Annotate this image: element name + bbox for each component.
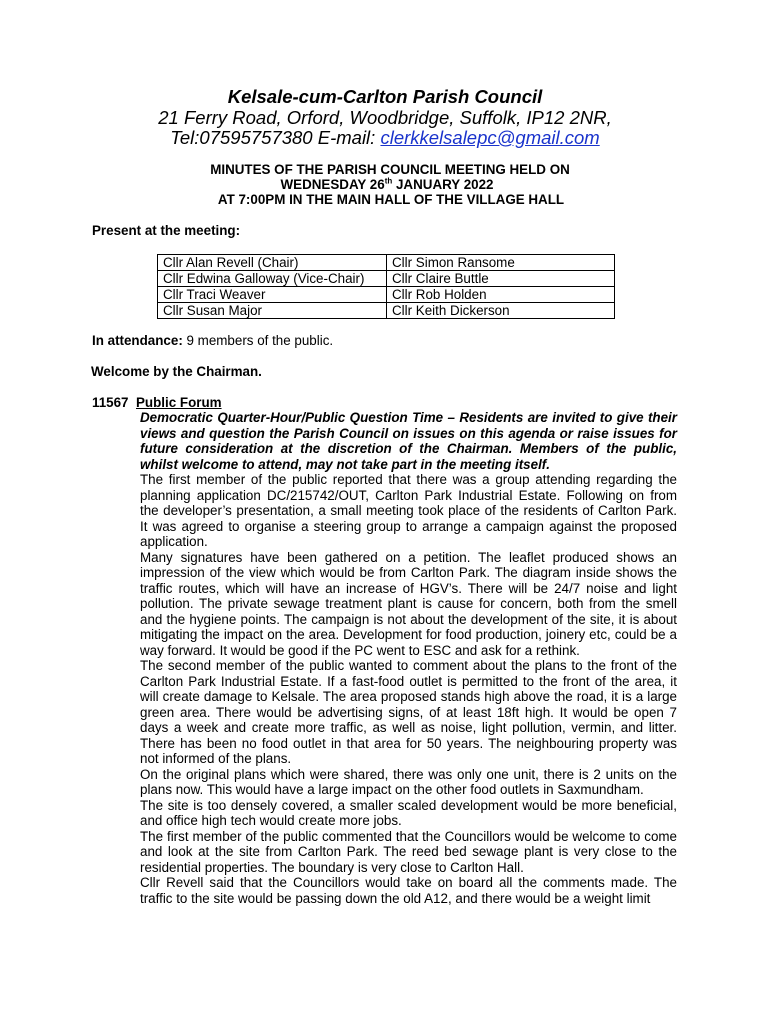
meeting-title-line-1: MINUTES OF THE PARISH COUNCIL MEETING HELD ON [210, 162, 570, 177]
item-paragraph: The second member of the public wanted to comment about the plans to the front of the Carlton Park Industrial Estate. If a fast-food outlet is permitted to the front of the area, it will create damage to Kelsale. The area proposed stands high above the road, it is a large green area. There would be advertising signs, of at least 18ft high. It would be open 7 days a week and create more traffic, as well as noise, light pollution, vermin, and litter. There has been no food outlet in that area for 50 years. The neighbouring property was not informed of the plans. [140, 658, 677, 766]
attendance-line [92, 333, 333, 348]
attendance-text: 9 members of the public. [182, 333, 334, 348]
meeting-month-year: JANUARY 2022 [392, 177, 494, 192]
item-paragraph: Many signatures have been gathered on a petition. The leaflet produced shows an impression of the view which would be from Carlton Park. The diagram inside shows the traffic routes, which will have an increase of HGV’s. There will be 24/7 noise and light pollution. The private sewage treatment plant is cause for concern, both from the smell and the hygiene points. The campaign is not about the development of the site, it is about mitigating the impact on the area. Development for food production, joinery etc, could be a way forward. It would be good if the PC went to ESC and ask for a rethink. [140, 549, 677, 658]
table-row [158, 255, 615, 271]
present-label: Present at the meeting: [92, 223, 241, 238]
table-cell: Cllr Edwina Galloway (Vice-Chair) [158, 271, 387, 287]
table-cell: Cllr Keith Dickerson [387, 303, 615, 319]
table-row [158, 287, 615, 303]
table-cell: Cllr Susan Major [158, 303, 387, 319]
item-paragraph: The site is too densely covered, a smaller scaled development would be more beneficial, and office high tech would create more jobs. [140, 797, 677, 828]
council-address: 21 Ferry Road, Orford, Woodbridge, Suffolk, IP12 2NR, [158, 107, 612, 128]
table-cell: Cllr Alan Revell (Chair) [158, 255, 387, 271]
table-cell: Cllr Claire Buttle [387, 271, 615, 287]
councillors-table [157, 254, 615, 319]
table-cell: Cllr Traci Weaver [158, 287, 387, 303]
table-cell: Cllr Simon Ransome [387, 255, 615, 271]
table-row [158, 271, 615, 287]
council-name: Kelsale-cum-Carlton Parish Council [227, 86, 543, 107]
item-paragraph: The first member of the public commented that the Councillors would be welcome to come and look at the site from Carlton Park. The reed bed sewage plant is very close to the residential properties. The boundary is very close to Carlton Hall. [140, 828, 677, 875]
item-paragraph: On the original plans which were shared, there was only one unit, there is 2 units on the plans now. This would have a large impact on the other food outlets in Saxmundham. [140, 766, 677, 797]
council-contact [0, 127, 770, 149]
phone-text: Tel:07595757380 E-mail: [170, 127, 381, 148]
item-paragraph: The first member of the public reported that there was a group attending regarding the planning application DC/215742/OUT, Carlton Park Industrial Estate. Following on from the developer’s presentation, a small meeting took place of the residents of Carlton Park. It was agreed to organise a steering group to arrange a campaign against the proposed application. [140, 472, 677, 549]
attendance-label: In attendance: [92, 333, 183, 348]
item-intro: Democratic Quarter-Hour/Public Question Time – Residents are invited to give their views and question the Parish Council on issues on this agenda or raise issues for future consideration at the discretion of the Chairman. Members of the public, whilst welcome to attend, may not take part in the meeting itself. [140, 410, 677, 472]
date-suffix: th [384, 176, 393, 186]
item-paragraph: Cllr Revell said that the Councillors would take on board all the comments made. The traffic to the site would be passing down the old A12, and there would be a weight limit [140, 875, 677, 906]
meeting-title-line-3: AT 7:00PM IN THE MAIN HALL OF THE VILLAGE HALL [217, 192, 565, 207]
email-link[interactable]: clerkkelsalepc@gmail.com [380, 127, 600, 148]
item-title: Public Forum [136, 395, 222, 410]
item-body [140, 410, 677, 906]
meeting-date: WEDNESDAY 26 [280, 177, 385, 192]
meeting-title-line-2 [2, 177, 770, 192]
table-row [158, 303, 615, 319]
item-number: 11567 [92, 395, 129, 410]
table-cell: Cllr Rob Holden [387, 287, 615, 303]
welcome-heading: Welcome by the Chairman. [91, 364, 262, 379]
